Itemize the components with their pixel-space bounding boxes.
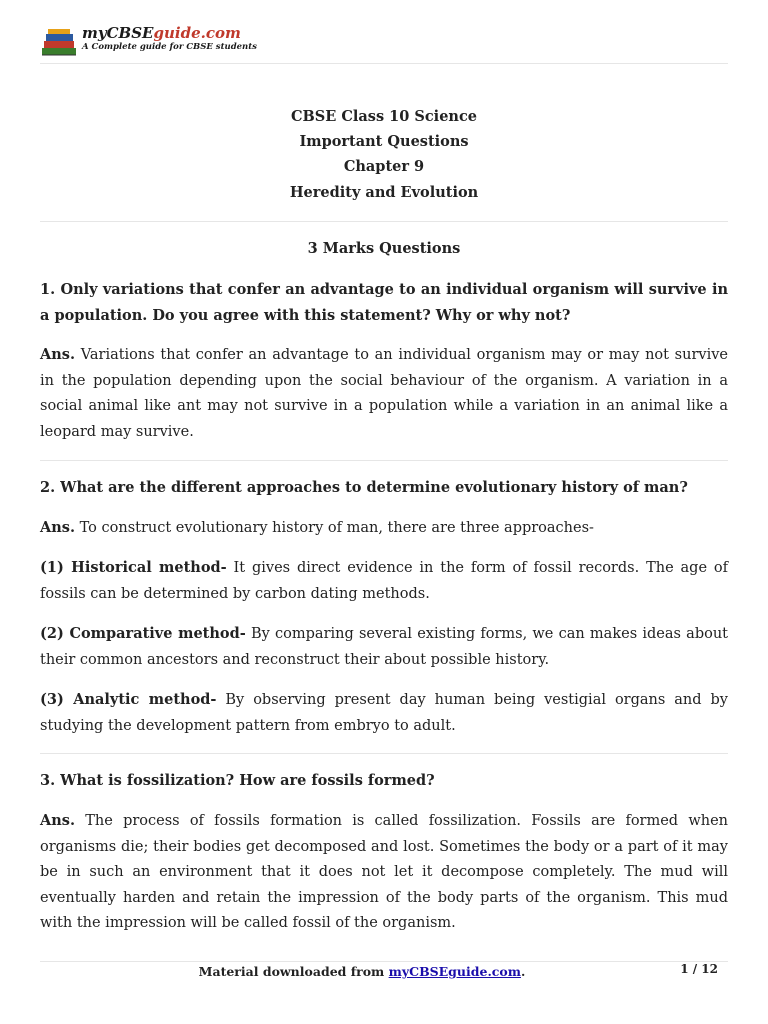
question-1: 1. Only variations that confer an advantage to an individual organism will survive in a population. Do you agree with this statement? Why or why not? (40, 281, 728, 324)
method-point-1-label: (1) Historical method- (40, 559, 227, 576)
answer-2-label: Ans. (40, 519, 76, 536)
divider-1 (40, 460, 728, 461)
method-point-3-label: (3) Analytic method- (40, 691, 217, 708)
answer-2-text: To construct evolutionary history of man, there are three approaches- (75, 520, 594, 536)
answer-2 (40, 515, 728, 542)
answer-3 (40, 808, 728, 937)
method-point-1 (40, 555, 728, 607)
method-point-3-text: By observing present day human being vestigial organs and by studying the development pattern from embryo to adult. (40, 692, 728, 734)
logo-wordmark: myCBSEguide.com (82, 24, 241, 42)
question-2: 2. What are the different approaches to determine evolutionary history of man? (40, 479, 688, 496)
answer-1 (40, 342, 728, 445)
divider-2 (40, 753, 728, 754)
answer-1-text: Variations that confer an advantage to an individual organism may or may not survive in the population depending upon the social behaviour of the organism. A variation in a social animal like ant may not survive in a population while a variation in an animal like a leopard may survive. (40, 347, 728, 440)
title-line-3: Chapter 9 (343, 158, 425, 175)
answer-1-label: Ans. (40, 346, 76, 363)
header-divider (40, 63, 728, 64)
footer-suffix: . (520, 964, 526, 979)
question-3: 3. What is fossilization? How are fossils formed? (40, 772, 435, 789)
footer-divider (40, 961, 728, 962)
title-line-4: Heredity and Evolution (289, 184, 479, 201)
method-point-2-label: (2) Comparative method- (40, 625, 246, 642)
answer-3-text: The process of fossils formation is called fossilization. Fossils are formed when organisms die; their bodies get decomposed and lost. Sometimes the body or a part of it may be in such an environment that it does not let it decompose completely. The mud will eventually harden and retain the impression of the body parts of the organism. This mud with the impression will be called fossil of the organism. (40, 813, 728, 931)
section-heading: 3 Marks Questions (307, 240, 461, 257)
books-logo-icon (40, 28, 80, 58)
logo-tagline: A Complete guide for CBSE students (82, 42, 257, 52)
method-point-2-text: By comparing several existing forms, we can makes ideas about their common ancestors and reconstruct their about possible history. (40, 626, 728, 668)
method-point-2 (40, 621, 728, 673)
title-divider (40, 221, 728, 222)
answer-3-label: Ans. (40, 812, 76, 829)
footer-note (0, 964, 724, 979)
title-line-2: Important Questions (299, 133, 469, 150)
method-point-3 (40, 687, 728, 739)
title-line-1: CBSE Class 10 Science (290, 108, 478, 125)
method-point-1-text: It gives direct evidence in the form of fossil records. The age of fossils can be determined by carbon dating methods. (40, 560, 728, 602)
footer-prefix: Material downloaded from (198, 964, 389, 979)
page-header (40, 26, 728, 62)
page-number: 1 / 12 (680, 962, 718, 976)
footer-site-link[interactable]: myCBSEguide.com (388, 964, 521, 979)
